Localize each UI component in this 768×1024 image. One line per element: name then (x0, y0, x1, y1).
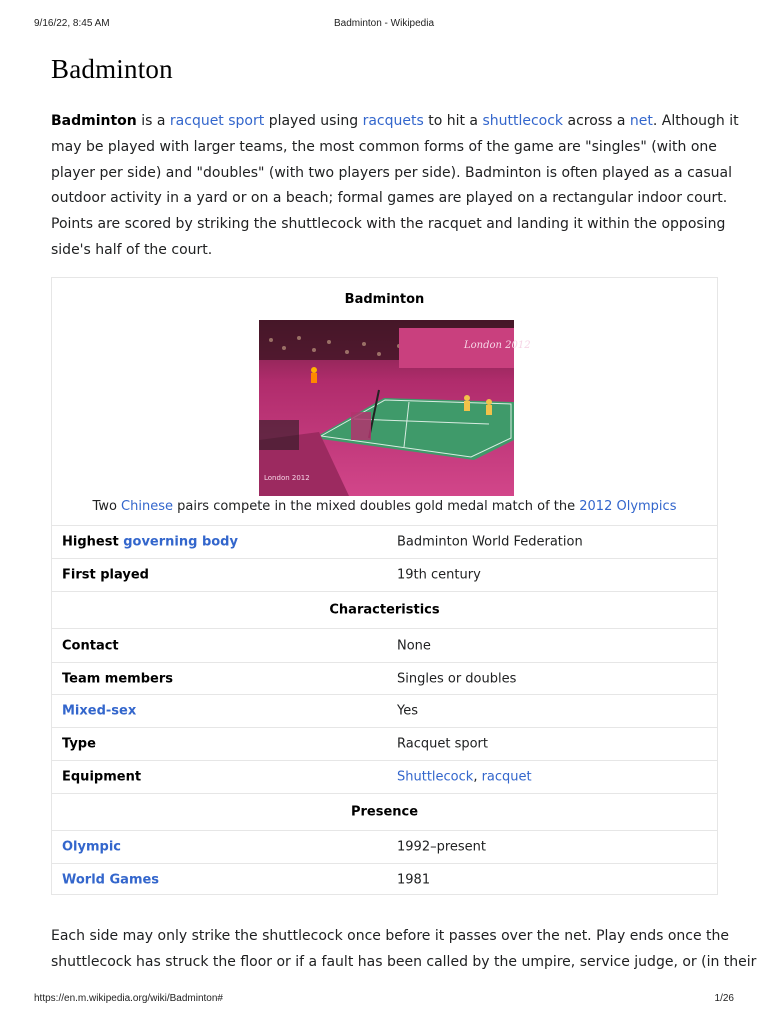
link-olympic[interactable]: Olympic (62, 839, 121, 855)
caption-text: Two (92, 499, 122, 514)
pdf-header (34, 18, 734, 32)
infobox-section-characteristics (52, 591, 717, 628)
row-value: 19th century (397, 567, 481, 583)
bold-term: Badminton (51, 113, 137, 129)
body-paragraph (51, 924, 757, 976)
section-heading: Presence (350, 804, 419, 820)
infobox-row-team-members (52, 662, 717, 694)
intro-line-3: player per side) and "doubles" (with two players per side). Badminton is often played as a casual (51, 164, 732, 181)
intro-paragraph (51, 109, 739, 264)
infobox-row-olympic (52, 830, 717, 863)
row-label: Equipment (62, 769, 142, 785)
infobox-row-world-games (52, 863, 717, 896)
link-bwf[interactable]: Badminton World Federation (397, 534, 583, 550)
infobox-row-type (52, 727, 717, 760)
print-url: https://en.m.wikipedia.org/wiki/Badminton# (34, 993, 223, 1004)
infobox (51, 277, 718, 895)
section-heading: Characteristics (329, 602, 440, 618)
intro-line-6: side's half of the court. (51, 241, 213, 258)
caption-text: pairs compete in the mixed doubles gold medal match of the (172, 499, 580, 514)
separator: , (473, 769, 482, 785)
row-label: Contact (62, 638, 119, 653)
svg-text:London 2012: London 2012 (264, 474, 310, 482)
print-datetime: 9/16/22, 8:45 AM (34, 18, 110, 29)
intro-line-5: Points are scored by striking the shuttlecock with the racquet and landing it within the opposing (51, 216, 726, 233)
link-racquets[interactable]: racquets (362, 113, 424, 129)
pdf-footer (34, 993, 734, 1007)
infobox-row-equipment (52, 760, 717, 793)
intro-line-1 (51, 109, 739, 135)
infobox-row-mixed-sex (52, 694, 717, 727)
row-value: 1992–present (397, 839, 487, 855)
infobox-section-presence (52, 793, 717, 830)
infobox-title: Badminton (344, 292, 425, 307)
row-value: Yes (397, 703, 418, 719)
infobox-caption (52, 499, 717, 514)
row-value: Singles or doubles (397, 671, 517, 686)
link-net[interactable]: net (629, 113, 653, 129)
row-value (397, 770, 532, 785)
badminton-match-photo (259, 320, 531, 496)
body-line-2: shuttlecock has struck the floor or if a fault has been called by the umpire, service judge, or (in their (51, 953, 757, 970)
page-title: Badminton (51, 54, 173, 84)
infobox-row-first-played (52, 558, 717, 591)
intro-text: to hit a (423, 113, 483, 129)
infobox-row-contact (52, 628, 717, 662)
row-label (62, 535, 238, 550)
print-title: Badminton - Wikipedia (333, 18, 435, 29)
link-governing-body[interactable]: governing body (123, 534, 238, 550)
label-text: Highest (62, 534, 124, 550)
link-racquet-sport[interactable]: racquet sport (169, 113, 265, 129)
link-chinese[interactable]: Chinese (121, 499, 173, 514)
intro-line-4: outdoor activity in a yard or on a beach; formal games are played on a rectangular indoor court. (51, 190, 728, 207)
page-counter: 1/26 (714, 993, 734, 1004)
intro-line-2: may be played with larger teams, the most common forms of the game are "singles" (with one (51, 138, 717, 155)
intro-text: is a (136, 113, 170, 129)
intro-text: across a (563, 113, 630, 129)
row-label: Team members (62, 671, 173, 686)
link-2012-olympics[interactable]: 2012 Olympics (579, 499, 677, 514)
link-mixed-sex[interactable]: Mixed-sex (62, 703, 137, 719)
row-value: None (397, 638, 431, 653)
infobox-image[interactable] (259, 320, 531, 496)
intro-text: played using (264, 113, 363, 129)
row-label: First played (62, 567, 149, 583)
body-line-1: Each side may only strike the shuttlecock once before it passes over the net. Play ends once the (51, 928, 730, 944)
intro-text: . Although it (652, 113, 739, 129)
link-racquet-equipment[interactable]: racquet (481, 769, 532, 785)
infobox-row-governing-body (52, 525, 717, 558)
row-label: Type (62, 736, 96, 752)
link-shuttlecock[interactable]: shuttlecock (482, 113, 564, 129)
link-world-games[interactable]: World Games (62, 872, 160, 888)
image-overlay-text: London 2012 (464, 340, 531, 351)
link-shuttlecock-equipment[interactable]: Shuttlecock (397, 769, 474, 785)
link-racquet-sport-type[interactable]: Racquet sport (397, 736, 488, 752)
link-1981[interactable]: 1981 (397, 872, 431, 888)
